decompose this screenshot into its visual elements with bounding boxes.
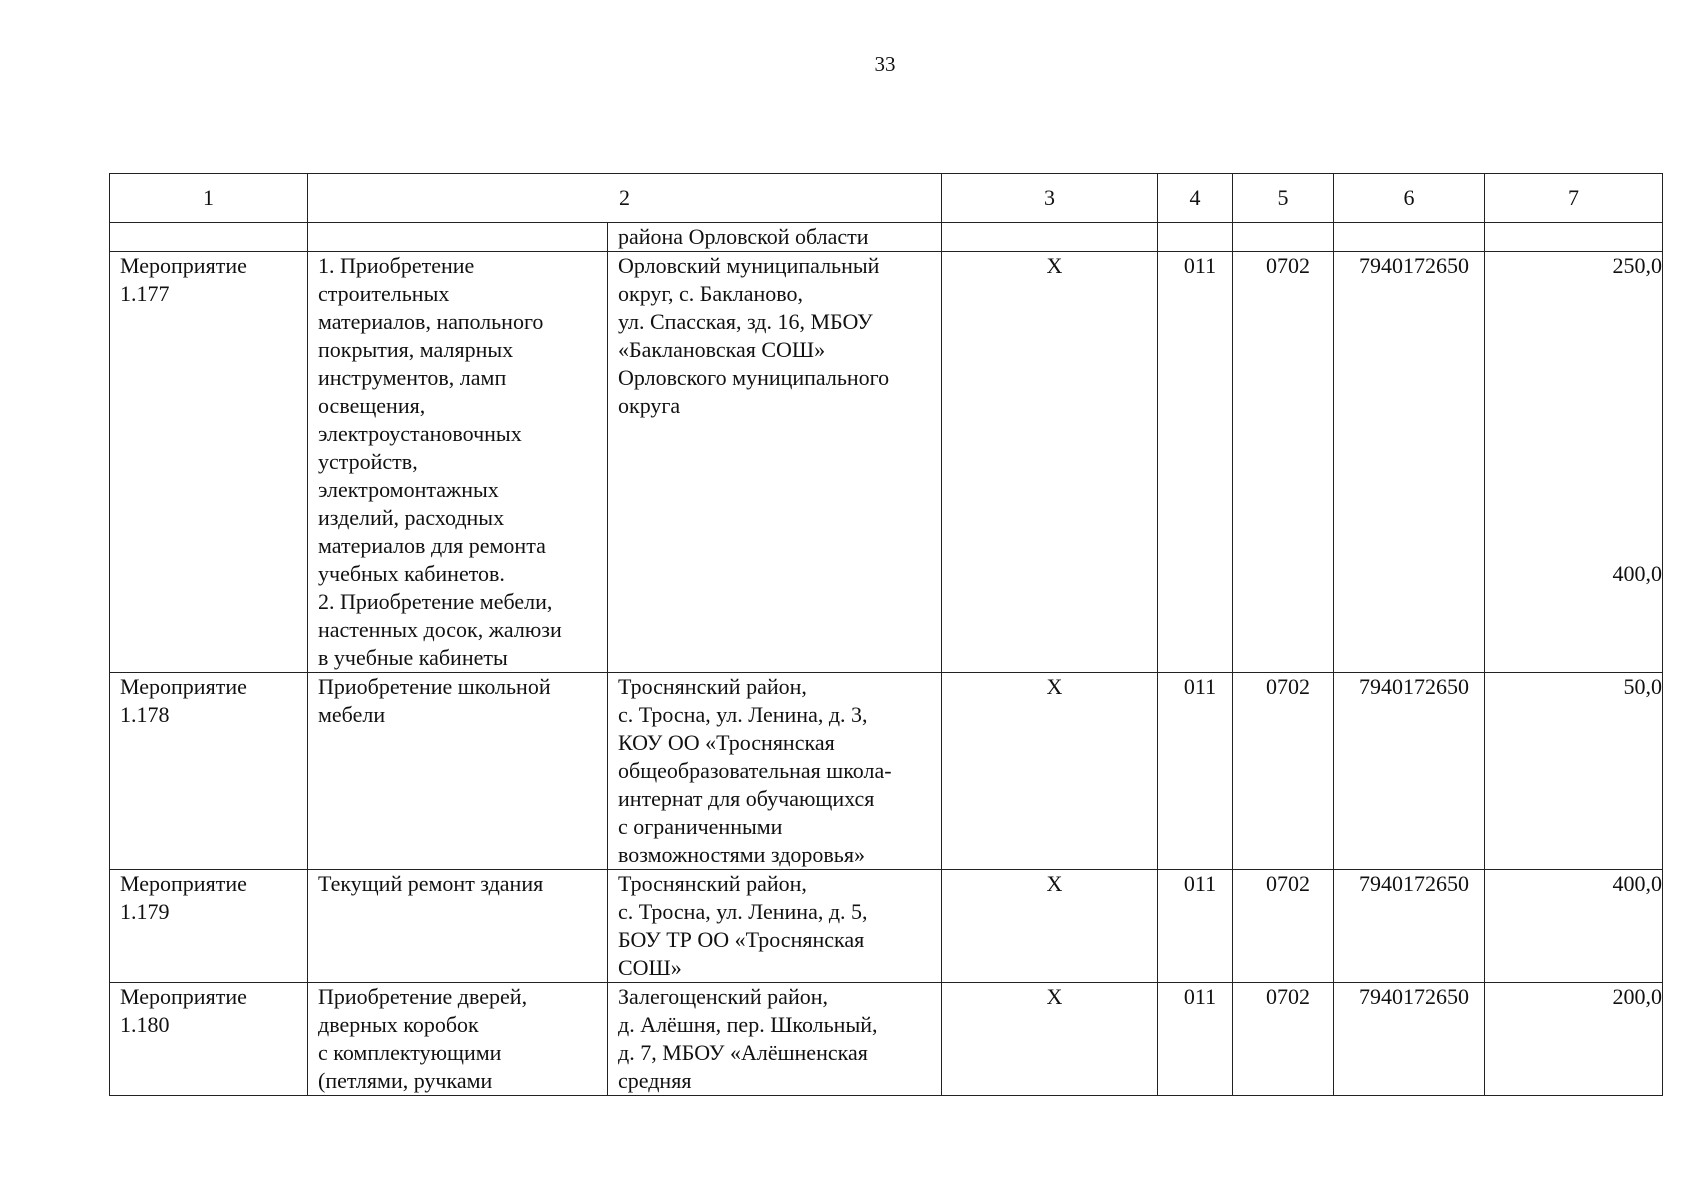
col3-cell: Х xyxy=(942,983,1158,1096)
amount-value-second: 400,0 xyxy=(1612,561,1662,586)
address-cell: Троснянский район, с. Тросна, ул. Ленина, д. 3, КОУ ОО «Троснянская общеобразовательная школа- интернат для обучающихся с ограниченными возможностями здоровья» xyxy=(608,673,942,870)
table-row xyxy=(110,870,1663,983)
header-cell-7: 7 xyxy=(1485,174,1663,223)
table-cell xyxy=(1233,223,1334,252)
header-cell-6: 6 xyxy=(1334,174,1485,223)
table-row xyxy=(110,673,1663,870)
address-cell: Троснянский район, с. Тросна, ул. Ленина, д. 5, БОУ ТР ОО «Троснянская СОШ» xyxy=(608,870,942,983)
table-cell xyxy=(308,223,608,252)
col6-cell: 7940172650 xyxy=(1334,673,1485,870)
table-cell xyxy=(1158,223,1233,252)
table-cell xyxy=(1485,223,1663,252)
col6-cell: 7940172650 xyxy=(1334,870,1485,983)
col5-cell: 0702 xyxy=(1233,673,1334,870)
col6-cell: 7940172650 xyxy=(1334,983,1485,1096)
activity-cell: Мероприятие 1.177 xyxy=(110,252,308,673)
amount-cell xyxy=(1485,252,1663,673)
table-row xyxy=(110,983,1663,1096)
table-row xyxy=(110,252,1663,673)
table-cell xyxy=(942,223,1158,252)
col4-cell: 011 xyxy=(1158,870,1233,983)
amount-value: 250,0 xyxy=(1612,253,1662,278)
table-cell xyxy=(1334,223,1485,252)
col4-cell: 011 xyxy=(1158,673,1233,870)
col5-cell: 0702 xyxy=(1233,870,1334,983)
address-cell: Залегощенский район, д. Алёшня, пер. Школьный, д. 7, МБОУ «Алёшненская средняя xyxy=(608,983,942,1096)
activity-cell: Мероприятие 1.178 xyxy=(110,673,308,870)
header-cell-5: 5 xyxy=(1233,174,1334,223)
col4-cell: 011 xyxy=(1158,252,1233,673)
address-cell: Орловский муниципальный округ, с. Бакланово, ул. Спасская, зд. 16, МБОУ «Баклановская СОШ» Орловского муниципального округа xyxy=(608,252,942,673)
amount-cell: 400,0 xyxy=(1485,870,1663,983)
col5-cell: 0702 xyxy=(1233,252,1334,673)
activity-cell: Мероприятие 1.179 xyxy=(110,870,308,983)
continuation-row xyxy=(110,223,1663,252)
continuation-address: района Орловской области xyxy=(608,223,942,252)
page-number: 33 xyxy=(874,52,896,76)
col3-cell: Х xyxy=(942,252,1158,673)
amount-cell: 50,0 xyxy=(1485,673,1663,870)
col6-cell: 7940172650 xyxy=(1334,252,1485,673)
header-cell-3: 3 xyxy=(942,174,1158,223)
col4-cell: 011 xyxy=(1158,983,1233,1096)
description-cell: Приобретение дверей, дверных коробок с комплектующими (петлями, ручками xyxy=(308,983,608,1096)
header-cell-2: 2 xyxy=(308,174,942,223)
activity-cell: Мероприятие 1.180 xyxy=(110,983,308,1096)
table-header-row xyxy=(110,174,1663,223)
amount-cell: 200,0 xyxy=(1485,983,1663,1096)
table-cell xyxy=(110,223,308,252)
description-cell: Текущий ремонт здания xyxy=(308,870,608,983)
header-cell-1: 1 xyxy=(110,174,308,223)
col3-cell: Х xyxy=(942,870,1158,983)
col5-cell: 0702 xyxy=(1233,983,1334,1096)
description-cell: Приобретение школьной мебели xyxy=(308,673,608,870)
description-cell: 1. Приобретение строительных материалов, напольного покрытия, малярных инструментов, ламп освещения, электроустановочных устройств, электромонтажных изделий, расходных материалов для ремонта учебных кабинетов. 2. Приобретение мебели, настенных досок, жалюзи в учебные кабинеты xyxy=(308,252,608,673)
col3-cell: Х xyxy=(942,673,1158,870)
header-cell-4: 4 xyxy=(1158,174,1233,223)
budget-table xyxy=(109,173,1663,1096)
